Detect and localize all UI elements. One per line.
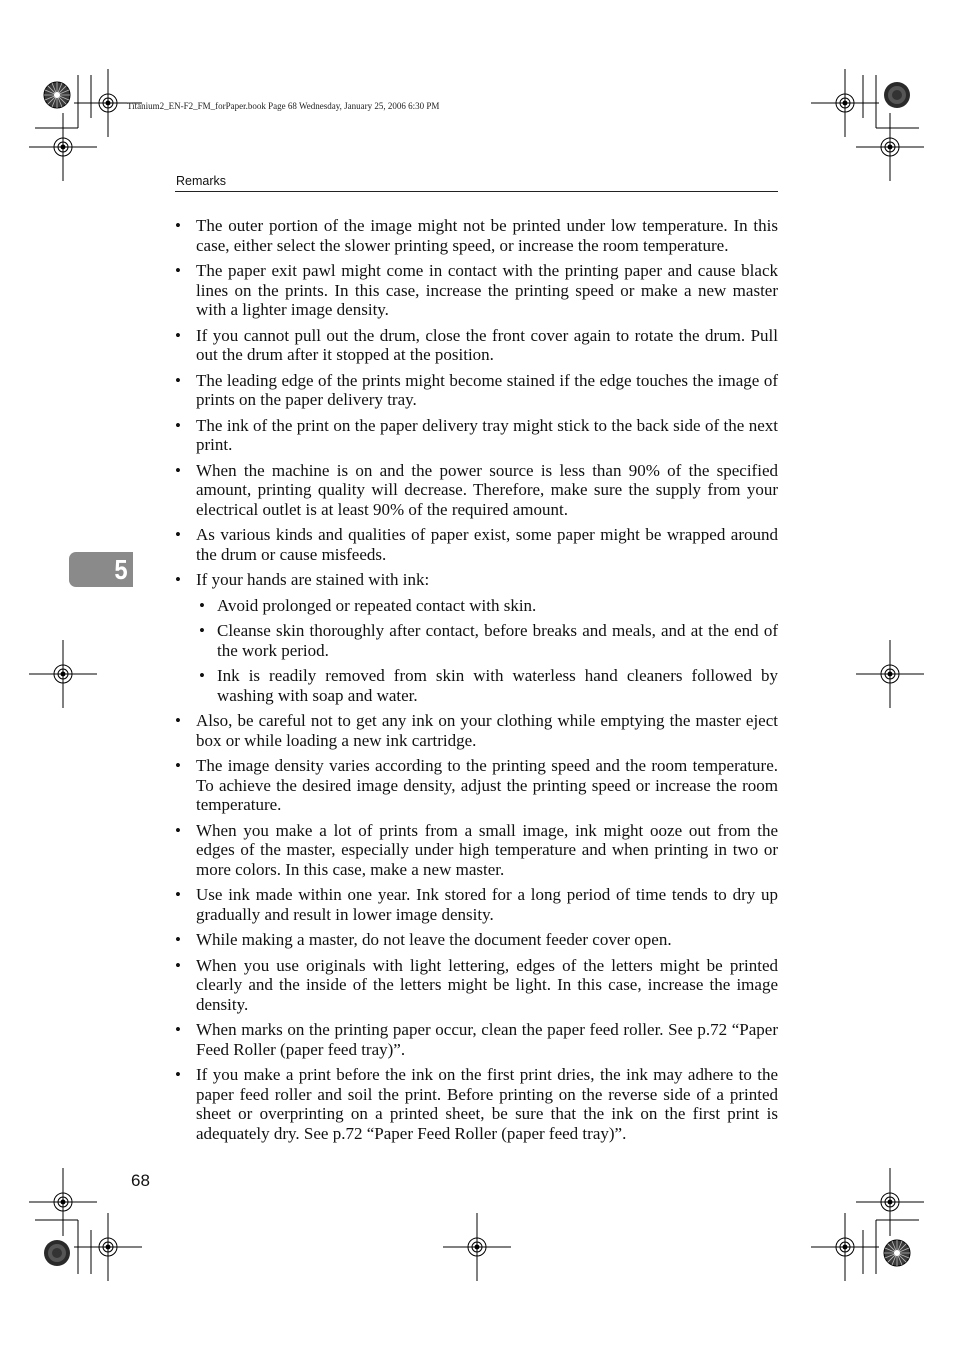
list-item: • When you use originals with light lettering, edges of the letters might be printed clearly and the inside of the letters might be light. In this case, increase the image density. — [175, 956, 778, 1015]
print-slug: Titanium2_EN-F2_FM_forPaper.book Page 68 Wednesday, January 25, 2006 6:30 PM — [127, 101, 440, 111]
list-item-text: If your hands are stained with ink: — [196, 570, 430, 590]
header-rule — [175, 191, 778, 192]
chapter-number: 5 — [114, 554, 128, 585]
list-item: • While making a master, do not leave the document feeder cover open. — [175, 930, 778, 950]
list-item: • When the machine is on and the power source is less than 90% of the specified amount, printing quality will decrease. Therefore, make sure the supply from your electrical outlet is at least 90% of the required amount. — [175, 461, 778, 520]
page-number: 68 — [131, 1171, 150, 1190]
list-item: • The paper exit pawl might come in contact with the printing paper and cause black lines on the prints. In this case, increase the printing speed or make a new master with a lighter image density. — [175, 261, 778, 320]
list-item — [175, 570, 778, 705]
list-item: • When marks on the printing paper occur, clean the paper feed roller. See p.72 “Paper Feed Roller (paper feed tray)”. — [175, 1020, 778, 1059]
list-item: • Use ink made within one year. Ink stored for a long period of time tends to dry up gradually and result in lower image density. — [175, 885, 778, 924]
section-title: Remarks — [176, 174, 227, 188]
sub-list-item: • Avoid prolonged or repeated contact with skin. — [196, 596, 778, 616]
remarks-content — [175, 216, 778, 1149]
list-item: • When you make a lot of prints from a small image, ink might ooze out from the edges of the master, especially under high temperature and when printing in two or more colors. In this case, make a new master. — [175, 821, 778, 880]
sub-list — [196, 596, 778, 706]
list-item: • If you cannot pull out the drum, close the front cover again to rotate the drum. Pull out the drum after it stopped at the position. — [175, 326, 778, 365]
chapter-tab — [69, 552, 133, 587]
list-item: • The leading edge of the prints might become stained if the edge touches the image of prints on the paper delivery tray. — [175, 371, 778, 410]
list-item: • The image density varies according to the printing speed and the room temperature. To achieve the desired image density, adjust the printing speed or increase the room temperature. — [175, 756, 778, 815]
list-item: • If you make a print before the ink on the first print dries, the ink may adhere to the paper feed roller and soil the print. Before printing on the reverse side of a printed sheet or overprinting on a printed sheet, be sure that the ink on the first print is adequately dry. See p.72 “Paper Feed Roller (paper feed tray)”. — [175, 1065, 778, 1143]
list-item: • As various kinds and qualities of paper exist, some paper might be wrapped around the drum or cause misfeeds. — [175, 525, 778, 564]
list-item: • Also, be careful not to get any ink on your clothing while emptying the master eject box or while loading a new ink cartridge. — [175, 711, 778, 750]
list-item: • The outer portion of the image might not be printed under low temperature. In this case, either select the slower printing speed, or increase the room temperature. — [175, 216, 778, 255]
sub-list-item: • Cleanse skin thoroughly after contact, before breaks and meals, and at the end of the work period. — [196, 621, 778, 660]
list-item: • The ink of the print on the paper delivery tray might stick to the back side of the next print. — [175, 416, 778, 455]
remarks-list — [175, 216, 778, 1143]
sub-list-item: • Ink is readily removed from skin with waterless hand cleaners followed by washing with soap and water. — [196, 666, 778, 705]
